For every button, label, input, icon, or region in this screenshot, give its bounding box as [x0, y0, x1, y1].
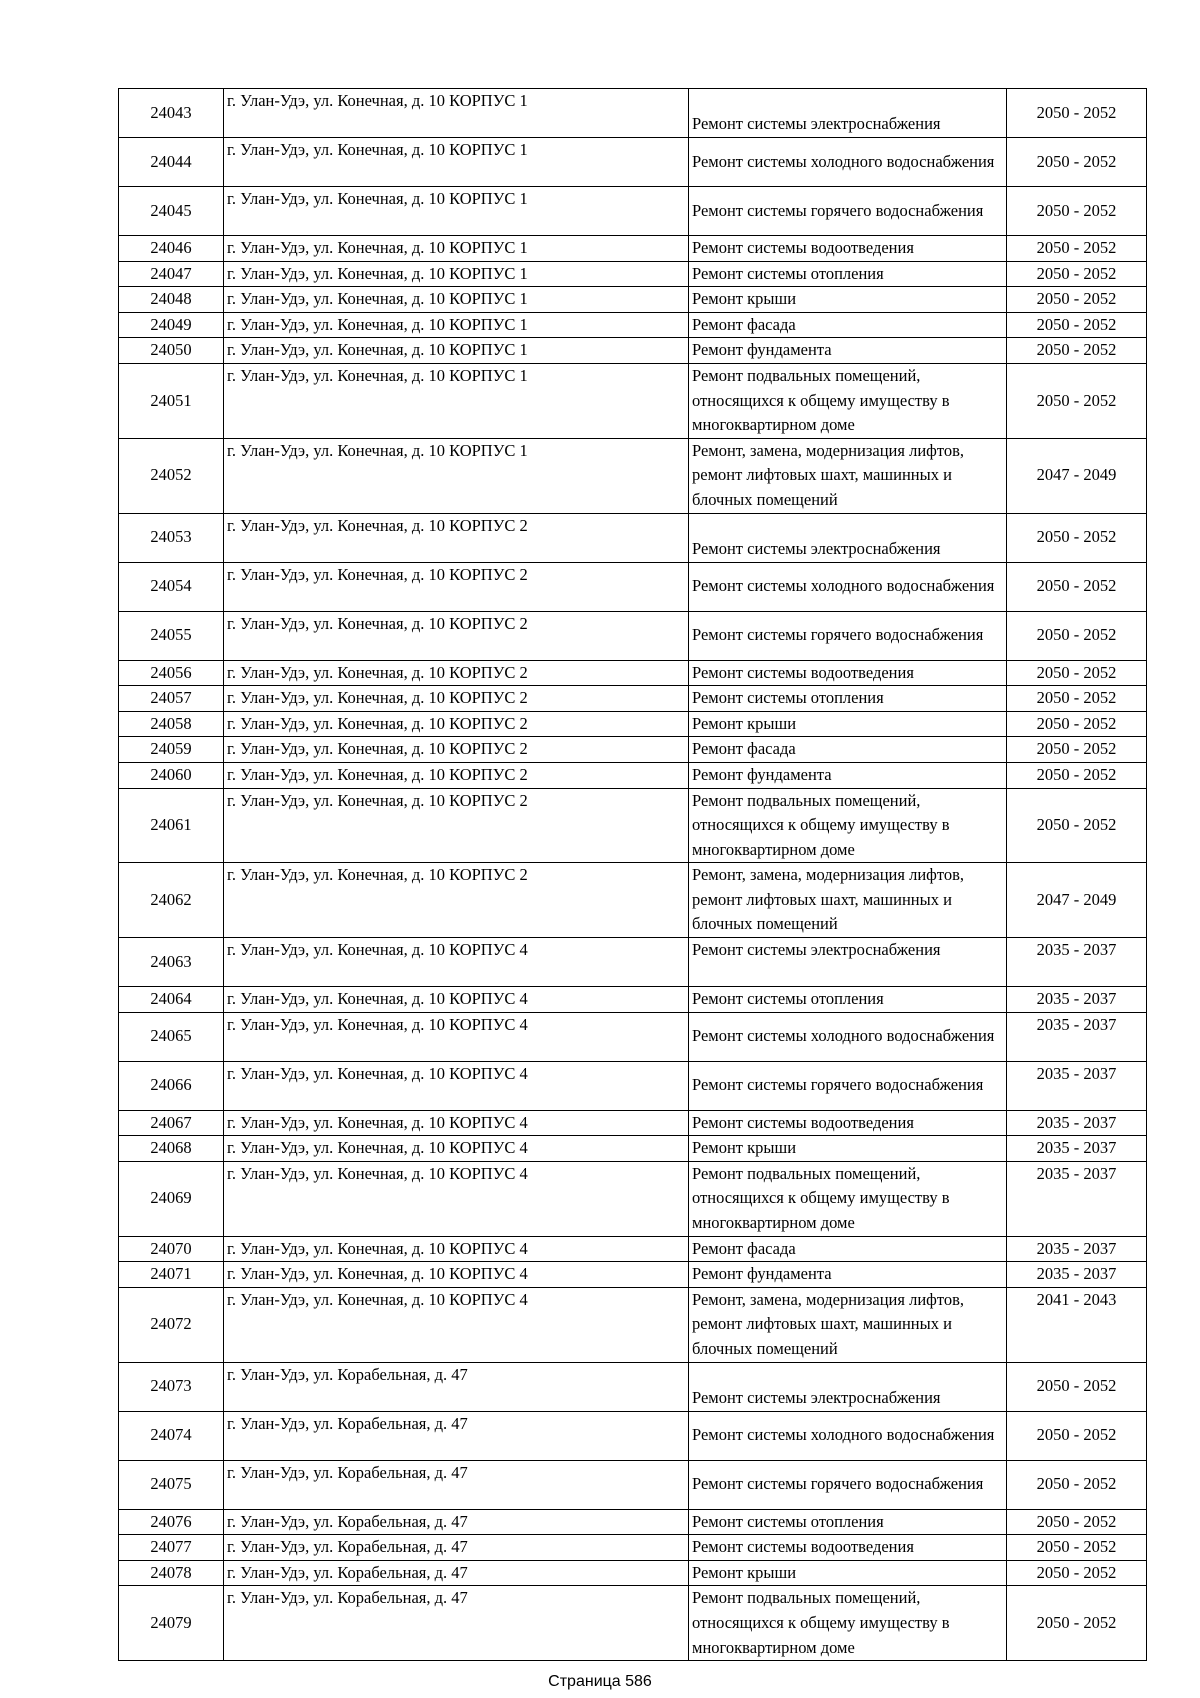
table-row — [119, 1061, 1147, 1110]
period-cell: 2050 - 2052 — [1007, 1460, 1147, 1509]
row-number-cell: 24052 — [119, 438, 224, 513]
work-type-cell: Ремонт подвальных помещений, относящихся к общему имуществу в многоквартирном доме — [689, 788, 1007, 863]
row-number-cell: 24043 — [119, 89, 224, 138]
period-cell: 2050 - 2052 — [1007, 287, 1147, 313]
table-row — [119, 762, 1147, 788]
period-cell: 2050 - 2052 — [1007, 686, 1147, 712]
address-cell: г. Улан-Удэ, ул. Конечная, д. 10 КОРПУС 1 — [224, 261, 689, 287]
period-cell: 2035 - 2037 — [1007, 938, 1147, 987]
table-body — [119, 89, 1147, 1661]
address-cell: г. Улан-Удэ, ул. Корабельная, д. 47 — [224, 1586, 689, 1661]
work-type-cell: Ремонт системы холодного водоснабжения — [689, 562, 1007, 611]
row-number-cell: 24074 — [119, 1411, 224, 1460]
work-type-cell: Ремонт фундамента — [689, 762, 1007, 788]
table-row — [119, 438, 1147, 513]
work-type-cell: Ремонт системы горячего водоснабжения — [689, 1061, 1007, 1110]
work-type-cell: Ремонт подвальных помещений, относящихся к общему имуществу в многоквартирном доме — [689, 1586, 1007, 1661]
row-number-cell: 24079 — [119, 1586, 224, 1661]
period-cell: 2050 - 2052 — [1007, 762, 1147, 788]
address-cell: г. Улан-Удэ, ул. Конечная, д. 10 КОРПУС 1 — [224, 312, 689, 338]
period-cell: 2050 - 2052 — [1007, 660, 1147, 686]
table-row — [119, 261, 1147, 287]
table-row — [119, 660, 1147, 686]
address-cell: г. Улан-Удэ, ул. Конечная, д. 10 КОРПУС 4 — [224, 1061, 689, 1110]
work-type-cell: Ремонт крыши — [689, 1136, 1007, 1162]
address-cell: г. Улан-Удэ, ул. Конечная, д. 10 КОРПУС 2 — [224, 611, 689, 660]
period-cell: 2050 - 2052 — [1007, 737, 1147, 763]
row-number-cell: 24048 — [119, 287, 224, 313]
address-cell: г. Улан-Удэ, ул. Конечная, д. 10 КОРПУС 4 — [224, 1161, 689, 1236]
period-cell: 2050 - 2052 — [1007, 236, 1147, 262]
period-cell: 2050 - 2052 — [1007, 711, 1147, 737]
work-type-cell: Ремонт системы отопления — [689, 686, 1007, 712]
work-type-cell: Ремонт, замена, модернизация лифтов, ремонт лифтовых шахт, машинных и блочных помещений — [689, 863, 1007, 938]
address-cell: г. Улан-Удэ, ул. Конечная, д. 10 КОРПУС 4 — [224, 1136, 689, 1162]
work-type-cell: Ремонт системы электроснабжения — [689, 89, 1007, 138]
work-type-cell: Ремонт системы отопления — [689, 1509, 1007, 1535]
table-row — [119, 711, 1147, 737]
row-number-cell: 24065 — [119, 1012, 224, 1061]
work-type-cell: Ремонт системы горячего водоснабжения — [689, 611, 1007, 660]
row-number-cell: 24045 — [119, 187, 224, 236]
table-row — [119, 1535, 1147, 1561]
address-cell: г. Улан-Удэ, ул. Конечная, д. 10 КОРПУС 2 — [224, 660, 689, 686]
repair-schedule-table — [118, 88, 1147, 1661]
table-row — [119, 938, 1147, 987]
row-number-cell: 24063 — [119, 938, 224, 987]
period-cell: 2050 - 2052 — [1007, 312, 1147, 338]
table-row — [119, 312, 1147, 338]
period-cell: 2050 - 2052 — [1007, 261, 1147, 287]
period-cell: 2041 - 2043 — [1007, 1287, 1147, 1362]
row-number-cell: 24053 — [119, 513, 224, 562]
address-cell: г. Улан-Удэ, ул. Конечная, д. 10 КОРПУС 1 — [224, 187, 689, 236]
table-row — [119, 1460, 1147, 1509]
period-cell: 2035 - 2037 — [1007, 987, 1147, 1013]
work-type-cell: Ремонт системы водоотведения — [689, 1535, 1007, 1561]
address-cell: г. Улан-Удэ, ул. Корабельная, д. 47 — [224, 1362, 689, 1411]
row-number-cell: 24058 — [119, 711, 224, 737]
period-cell: 2035 - 2037 — [1007, 1061, 1147, 1110]
table-row — [119, 1236, 1147, 1262]
row-number-cell: 24049 — [119, 312, 224, 338]
address-cell: г. Улан-Удэ, ул. Конечная, д. 10 КОРПУС 2 — [224, 686, 689, 712]
table-row — [119, 187, 1147, 236]
row-number-cell: 24044 — [119, 138, 224, 187]
address-cell: г. Улан-Удэ, ул. Конечная, д. 10 КОРПУС 2 — [224, 737, 689, 763]
table-row — [119, 863, 1147, 938]
period-cell: 2035 - 2037 — [1007, 1236, 1147, 1262]
table-row — [119, 1411, 1147, 1460]
address-cell: г. Улан-Удэ, ул. Конечная, д. 10 КОРПУС 1 — [224, 138, 689, 187]
work-type-cell: Ремонт системы горячего водоснабжения — [689, 1460, 1007, 1509]
address-cell: г. Улан-Удэ, ул. Конечная, д. 10 КОРПУС 4 — [224, 938, 689, 987]
address-cell: г. Улан-Удэ, ул. Конечная, д. 10 КОРПУС 1 — [224, 438, 689, 513]
table-row — [119, 1161, 1147, 1236]
row-number-cell: 24046 — [119, 236, 224, 262]
work-type-cell: Ремонт системы холодного водоснабжения — [689, 138, 1007, 187]
table-row — [119, 338, 1147, 364]
row-number-cell: 24073 — [119, 1362, 224, 1411]
row-number-cell: 24056 — [119, 660, 224, 686]
table-row — [119, 1509, 1147, 1535]
address-cell: г. Улан-Удэ, ул. Корабельная, д. 47 — [224, 1560, 689, 1586]
work-type-cell: Ремонт системы холодного водоснабжения — [689, 1411, 1007, 1460]
row-number-cell: 24066 — [119, 1061, 224, 1110]
period-cell: 2050 - 2052 — [1007, 1586, 1147, 1661]
work-type-cell: Ремонт крыши — [689, 287, 1007, 313]
row-number-cell: 24072 — [119, 1287, 224, 1362]
row-number-cell: 24047 — [119, 261, 224, 287]
table-row — [119, 611, 1147, 660]
table-row — [119, 788, 1147, 863]
period-cell: 2035 - 2037 — [1007, 1012, 1147, 1061]
address-cell: г. Улан-Удэ, ул. Корабельная, д. 47 — [224, 1460, 689, 1509]
row-number-cell: 24067 — [119, 1110, 224, 1136]
table-row — [119, 686, 1147, 712]
table-row — [119, 737, 1147, 763]
work-type-cell: Ремонт системы отопления — [689, 987, 1007, 1013]
table-row — [119, 1110, 1147, 1136]
address-cell: г. Улан-Удэ, ул. Корабельная, д. 47 — [224, 1509, 689, 1535]
work-type-cell: Ремонт фасада — [689, 737, 1007, 763]
row-number-cell: 24077 — [119, 1535, 224, 1561]
period-cell: 2050 - 2052 — [1007, 1362, 1147, 1411]
address-cell: г. Улан-Удэ, ул. Конечная, д. 10 КОРПУС 4 — [224, 987, 689, 1013]
address-cell: г. Улан-Удэ, ул. Конечная, д. 10 КОРПУС 4 — [224, 1110, 689, 1136]
period-cell: 2050 - 2052 — [1007, 1411, 1147, 1460]
work-type-cell: Ремонт подвальных помещений, относящихся к общему имуществу в многоквартирном доме — [689, 363, 1007, 438]
address-cell: г. Улан-Удэ, ул. Конечная, д. 10 КОРПУС 2 — [224, 711, 689, 737]
work-type-cell: Ремонт крыши — [689, 1560, 1007, 1586]
work-type-cell: Ремонт системы электроснабжения — [689, 1362, 1007, 1411]
address-cell: г. Улан-Удэ, ул. Конечная, д. 10 КОРПУС 1 — [224, 236, 689, 262]
address-cell: г. Улан-Удэ, ул. Конечная, д. 10 КОРПУС 2 — [224, 513, 689, 562]
period-cell: 2050 - 2052 — [1007, 363, 1147, 438]
work-type-cell: Ремонт, замена, модернизация лифтов, ремонт лифтовых шахт, машинных и блочных помещений — [689, 438, 1007, 513]
period-cell: 2050 - 2052 — [1007, 1535, 1147, 1561]
address-cell: г. Улан-Удэ, ул. Конечная, д. 10 КОРПУС 2 — [224, 863, 689, 938]
row-number-cell: 24054 — [119, 562, 224, 611]
row-number-cell: 24062 — [119, 863, 224, 938]
address-cell: г. Улан-Удэ, ул. Конечная, д. 10 КОРПУС 4 — [224, 1236, 689, 1262]
address-cell: г. Улан-Удэ, ул. Корабельная, д. 47 — [224, 1411, 689, 1460]
table-row — [119, 1136, 1147, 1162]
table-row — [119, 987, 1147, 1013]
period-cell: 2050 - 2052 — [1007, 1560, 1147, 1586]
row-number-cell: 24051 — [119, 363, 224, 438]
period-cell: 2050 - 2052 — [1007, 138, 1147, 187]
address-cell: г. Улан-Удэ, ул. Конечная, д. 10 КОРПУС 1 — [224, 89, 689, 138]
address-cell: г. Улан-Удэ, ул. Конечная, д. 10 КОРПУС 1 — [224, 338, 689, 364]
period-cell: 2047 - 2049 — [1007, 438, 1147, 513]
period-cell: 2035 - 2037 — [1007, 1136, 1147, 1162]
address-cell: г. Улан-Удэ, ул. Конечная, д. 10 КОРПУС 4 — [224, 1262, 689, 1288]
work-type-cell: Ремонт фасада — [689, 1236, 1007, 1262]
row-number-cell: 24068 — [119, 1136, 224, 1162]
period-cell: 2050 - 2052 — [1007, 788, 1147, 863]
row-number-cell: 24060 — [119, 762, 224, 788]
work-type-cell: Ремонт системы водоотведения — [689, 660, 1007, 686]
period-cell: 2035 - 2037 — [1007, 1110, 1147, 1136]
address-cell: г. Улан-Удэ, ул. Конечная, д. 10 КОРПУС 4 — [224, 1012, 689, 1061]
row-number-cell: 24057 — [119, 686, 224, 712]
row-number-cell: 24059 — [119, 737, 224, 763]
work-type-cell: Ремонт системы водоотведения — [689, 1110, 1007, 1136]
address-cell: г. Улан-Удэ, ул. Конечная, д. 10 КОРПУС 1 — [224, 287, 689, 313]
table-row — [119, 1362, 1147, 1411]
address-cell: г. Улан-Удэ, ул. Конечная, д. 10 КОРПУС 2 — [224, 788, 689, 863]
work-type-cell: Ремонт системы электроснабжения — [689, 938, 1007, 987]
table-row — [119, 363, 1147, 438]
row-number-cell: 24069 — [119, 1161, 224, 1236]
address-cell: г. Улан-Удэ, ул. Конечная, д. 10 КОРПУС 1 — [224, 363, 689, 438]
table-row — [119, 236, 1147, 262]
row-number-cell: 24071 — [119, 1262, 224, 1288]
period-cell: 2050 - 2052 — [1007, 1509, 1147, 1535]
work-type-cell: Ремонт системы электроснабжения — [689, 513, 1007, 562]
period-cell: 2050 - 2052 — [1007, 338, 1147, 364]
table-row — [119, 1287, 1147, 1362]
row-number-cell: 24076 — [119, 1509, 224, 1535]
table-row — [119, 1586, 1147, 1661]
table-row — [119, 287, 1147, 313]
row-number-cell: 24075 — [119, 1460, 224, 1509]
work-type-cell: Ремонт системы холодного водоснабжения — [689, 1012, 1007, 1061]
row-number-cell: 24064 — [119, 987, 224, 1013]
table-row — [119, 1560, 1147, 1586]
address-cell: г. Улан-Удэ, ул. Конечная, д. 10 КОРПУС 2 — [224, 562, 689, 611]
table-row — [119, 1012, 1147, 1061]
address-cell: г. Улан-Удэ, ул. Корабельная, д. 47 — [224, 1535, 689, 1561]
work-type-cell: Ремонт фундамента — [689, 1262, 1007, 1288]
period-cell: 2050 - 2052 — [1007, 562, 1147, 611]
table-row — [119, 89, 1147, 138]
table-row — [119, 513, 1147, 562]
work-type-cell: Ремонт фасада — [689, 312, 1007, 338]
table-row — [119, 562, 1147, 611]
page-number: Страница 586 — [548, 1673, 652, 1690]
address-cell: г. Улан-Удэ, ул. Конечная, д. 10 КОРПУС 4 — [224, 1287, 689, 1362]
period-cell: 2035 - 2037 — [1007, 1161, 1147, 1236]
period-cell: 2050 - 2052 — [1007, 89, 1147, 138]
row-number-cell: 24070 — [119, 1236, 224, 1262]
period-cell: 2047 - 2049 — [1007, 863, 1147, 938]
table-row — [119, 1262, 1147, 1288]
work-type-cell: Ремонт системы водоотведения — [689, 236, 1007, 262]
row-number-cell: 24050 — [119, 338, 224, 364]
work-type-cell: Ремонт подвальных помещений, относящихся к общему имуществу в многоквартирном доме — [689, 1161, 1007, 1236]
work-type-cell: Ремонт фундамента — [689, 338, 1007, 364]
period-cell: 2050 - 2052 — [1007, 611, 1147, 660]
work-type-cell: Ремонт системы горячего водоснабжения — [689, 187, 1007, 236]
period-cell: 2050 - 2052 — [1007, 513, 1147, 562]
period-cell: 2035 - 2037 — [1007, 1262, 1147, 1288]
address-cell: г. Улан-Удэ, ул. Конечная, д. 10 КОРПУС 2 — [224, 762, 689, 788]
table-row — [119, 138, 1147, 187]
work-type-cell: Ремонт, замена, модернизация лифтов, ремонт лифтовых шахт, машинных и блочных помещений — [689, 1287, 1007, 1362]
row-number-cell: 24055 — [119, 611, 224, 660]
row-number-cell: 24078 — [119, 1560, 224, 1586]
work-type-cell: Ремонт системы отопления — [689, 261, 1007, 287]
row-number-cell: 24061 — [119, 788, 224, 863]
work-type-cell: Ремонт крыши — [689, 711, 1007, 737]
period-cell: 2050 - 2052 — [1007, 187, 1147, 236]
